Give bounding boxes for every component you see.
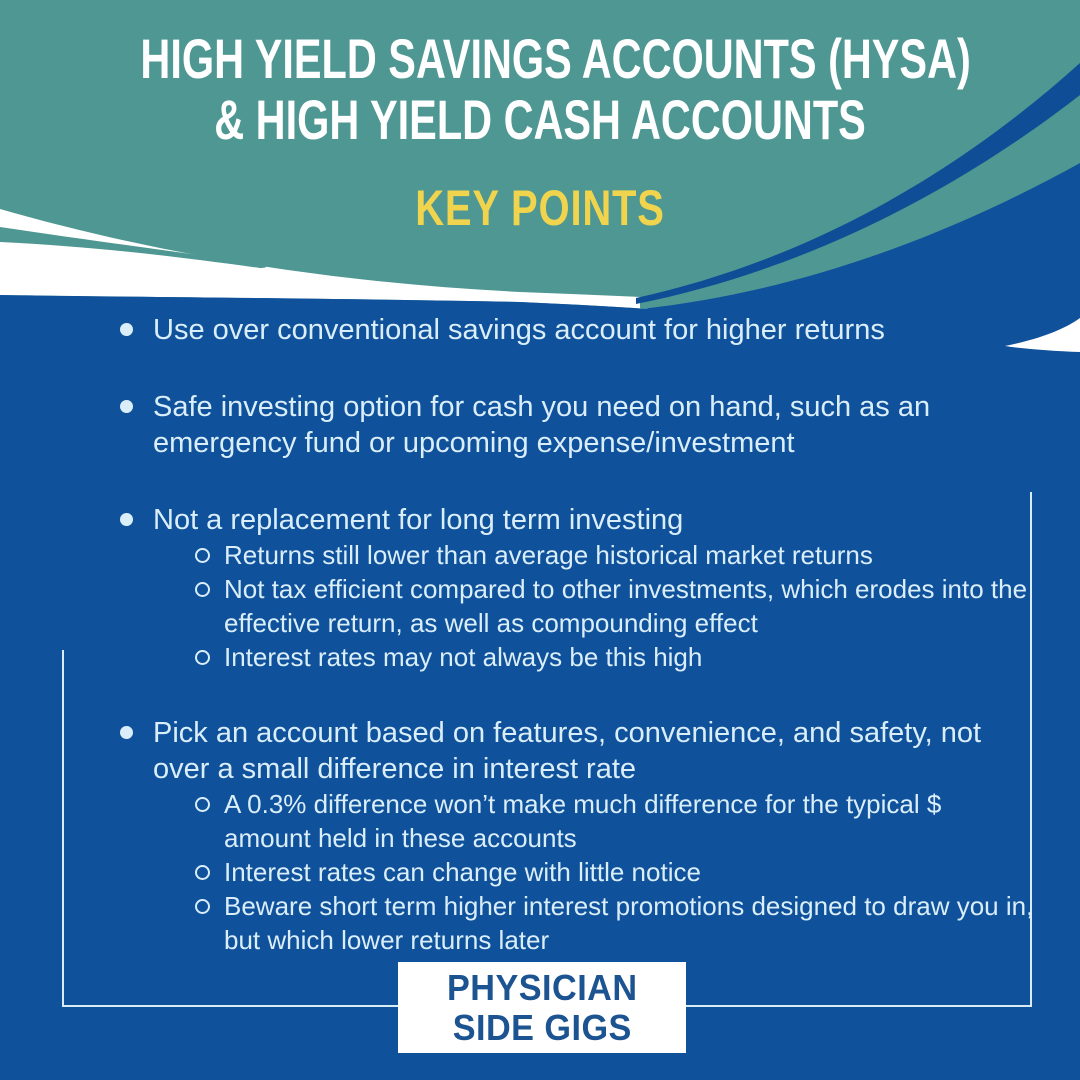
brand-logo-box <box>398 962 686 1053</box>
title-line-2: & HIGH YIELD CASH ACCOUNTS <box>214 88 866 151</box>
key-point-subtext: Not tax efficient compared to other investments, which erodes into the effective return, as well as compounding effect <box>224 574 1028 638</box>
key-point-subitem <box>195 889 1035 957</box>
key-point-body <box>153 389 998 461</box>
brand-line-1: PHYSICIAN <box>446 966 638 1008</box>
key-point-subitem <box>195 538 1035 572</box>
key-point-item <box>120 715 1035 957</box>
bullet-ring-icon <box>195 650 210 665</box>
bullet-ring-icon <box>195 899 210 914</box>
bullet-dot-icon <box>120 323 133 336</box>
bullet-dot-icon <box>120 726 133 739</box>
key-point-text: Pick an account based on features, convenience, and safety, not over a small difference in interest rate <box>153 717 982 785</box>
key-point-body <box>153 312 885 348</box>
key-point-subtext: Interest rates can change with little notice <box>224 857 701 887</box>
key-point-item <box>120 389 1035 461</box>
key-point-text: Use over conventional savings account for higher returns <box>153 314 885 346</box>
key-point-subtext: A 0.3% difference won’t make much difference for the typical $ amount held in these accounts <box>224 789 942 853</box>
key-point-body <box>153 502 1035 674</box>
key-points-list <box>120 312 1035 957</box>
key-point-subitem <box>195 787 1035 855</box>
subtitle-key-points: KEY POINTS <box>415 180 665 236</box>
key-point-text: Safe investing option for cash you need on hand, such as an emergency fund or upcoming expense/investment <box>153 391 931 459</box>
key-point-subitem <box>195 572 1035 640</box>
key-point-item <box>120 312 1035 348</box>
key-point-item <box>120 502 1035 674</box>
key-point-subitem <box>195 855 1035 889</box>
frame-line-left <box>62 650 64 1007</box>
key-point-subtext: Interest rates may not always be this high <box>224 642 703 672</box>
key-point-text: Not a replacement for long term investing <box>153 504 684 536</box>
key-point-sublist <box>153 538 1035 674</box>
title-line-1: HIGH YIELD SAVINGS ACCOUNTS (HYSA) <box>140 27 971 90</box>
bullet-ring-icon <box>195 548 210 563</box>
bullet-ring-icon <box>195 582 210 597</box>
key-point-subtext: Beware short term higher interest promotions designed to draw you in, but which lower returns later <box>224 891 1034 955</box>
bullet-ring-icon <box>195 865 210 880</box>
key-point-body <box>153 715 1035 957</box>
bullet-ring-icon <box>195 797 210 812</box>
key-point-subtext: Returns still lower than average historical market returns <box>224 540 873 570</box>
bullet-dot-icon <box>120 513 133 526</box>
key-point-sublist <box>153 787 1035 957</box>
header-title <box>0 28 1080 150</box>
key-point-subitem <box>195 640 1035 674</box>
bullet-dot-icon <box>120 400 133 413</box>
brand-line-2: SIDE GIGS <box>452 1006 632 1048</box>
